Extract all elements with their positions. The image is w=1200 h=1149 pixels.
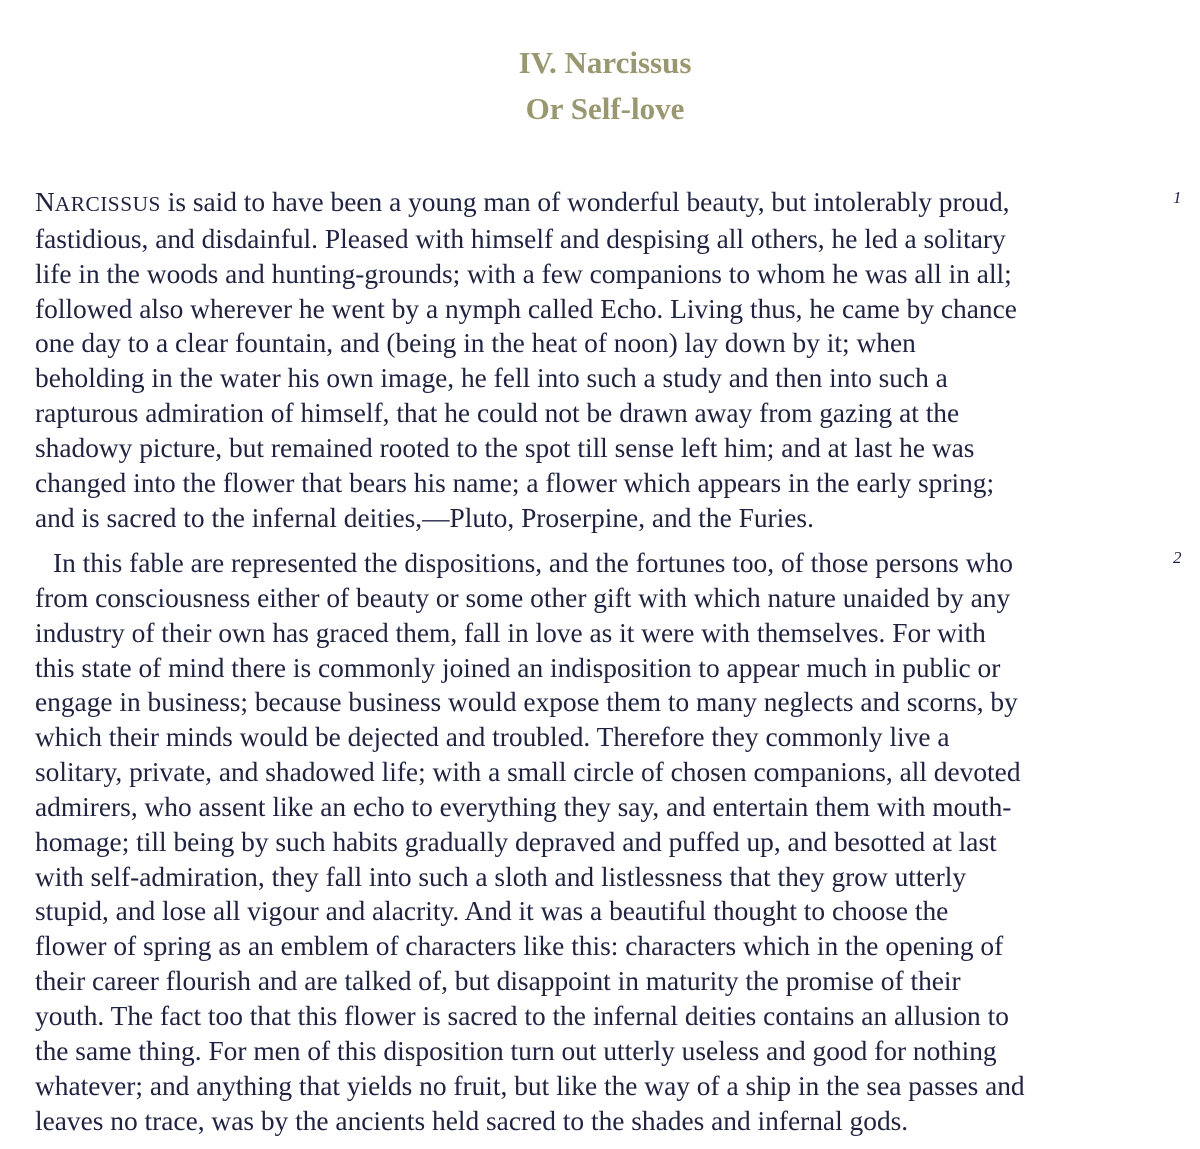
paragraph-line: and is sacred to the infernal deities,—Pluto, Proserpine, and the Furies. [35, 502, 814, 533]
paragraph-line: admirers, who assent like an echo to everything they say, and entertain them with mouth- [35, 791, 1012, 822]
paragraph-line: their career flourish and are talked of, but disappoint in maturity the promise of their [35, 966, 961, 997]
paragraph-line: fastidious, and disdainful. Pleased with himself and despising all others, he led a solitary [35, 223, 1006, 254]
paragraph-line: followed also wherever he went by a nymph called Echo. Living thus, he came by chance [35, 293, 1017, 324]
paragraph-line: beholding in the water his own image, he fell into such a study and then into such a [35, 363, 948, 394]
paragraph-line: from consciousness either of beauty or some other gift with which nature unaided by any [35, 582, 1011, 613]
paragraph-line: flower of spring as an emblem of characters like this: characters which in the opening of [35, 931, 1004, 962]
paragraph-line: this state of mind there is commonly joined an indisposition to appear much in public or [35, 652, 1001, 683]
chapter-subtitle: Or Self-love [525, 91, 685, 126]
dropcap-initial: N [35, 187, 55, 217]
paragraph-line: youth. The fact too that this flower is sacred to the infernal deities contains an allusion to [35, 1000, 1009, 1031]
dropcap-rest: ARCISSUS [54, 192, 161, 216]
paragraph-line [35, 185, 1165, 222]
paragraph-line: life in the woods and hunting-grounds; with a few companions to whom he was all in all; [35, 258, 1012, 289]
paragraph-line: whatever; and anything that yields no fruit, but like the way of a ship in the sea passes and [35, 1070, 1025, 1101]
paragraph-line: leaves no trace, was by the ancients held sacred to the shades and infernal gods. [35, 1105, 909, 1136]
paragraph-line: rapturous admiration of himself, that he could not be drawn away from gazing at the [35, 398, 960, 429]
paragraph-2 [35, 546, 1165, 1138]
paragraph-line: shadowy picture, but remained rooted to the spot till sense left him; and at last he was [35, 432, 975, 463]
paragraph-line: the same thing. For men of this disposition turn out utterly useless and good for nothing [35, 1035, 997, 1066]
paragraph-line: changed into the flower that bears his name; a flower which appears in the early spring; [35, 467, 995, 498]
paragraph-line: with self-admiration, they fall into such a sloth and listlessness that they grow utterly [35, 861, 967, 892]
paragraph-line: solitary, private, and shadowed life; with a small circle of chosen companions, all devoted [35, 757, 1021, 788]
paragraph-line: homage; till being by such habits gradually depraved and puffed up, and besotted at last [35, 826, 997, 857]
paragraph-number: 2 [1173, 548, 1182, 567]
paragraph-1 [35, 185, 1165, 535]
paragraph-line: stupid, and lose all vigour and alacrity. And it was a beautiful thought to choose the [35, 896, 949, 927]
paragraph-line: which their minds would be dejected and troubled. Therefore they commonly live a [35, 722, 950, 753]
paragraph-line: industry of their own has graced them, fall in love as it were with themselves. For with [35, 617, 986, 648]
paragraph-line: engage in business; because business would expose them to many neglects and scorns, by [35, 687, 1018, 718]
line-text: is said to have been a young man of wonderful beauty, but intolerably proud, [160, 187, 1010, 217]
paragraph-line: In this fable are represented the dispositions, and the fortunes too, of those persons who [53, 548, 1013, 578]
chapter-title: IV. Narcissus [518, 45, 692, 80]
paragraph-number: 1 [1173, 188, 1182, 207]
paragraph-line: one day to a clear fountain, and (being in the heat of noon) lay down by it; when [35, 328, 916, 359]
